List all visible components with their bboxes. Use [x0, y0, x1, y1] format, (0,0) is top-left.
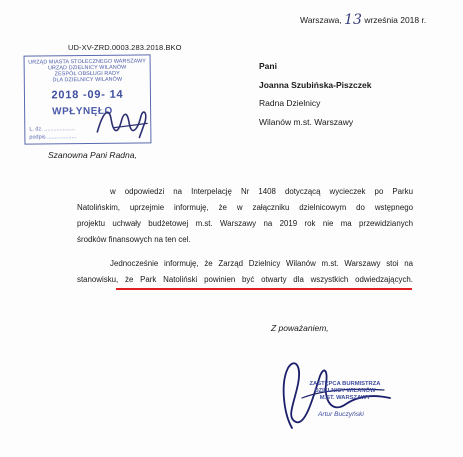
reference-number: UD-XV-ZRD.0003.283.2018.BKO — [68, 43, 182, 52]
stamp-line-4: DLA DZIELNICY WILANÓW — [52, 76, 123, 84]
recipient-title: Pani — [259, 61, 277, 71]
body-p1-line-4: środków finansowych na ten cel. — [77, 235, 191, 244]
body-p1-line-2: Natolińskim, uprzejmie informuję, że w załączniku dzielnicowym do wstępnego — [77, 203, 413, 212]
stamp-line-3: ZESPÓŁ OBSŁUGI RADY — [54, 70, 120, 78]
stamp-line-2: URZĄD DZIELNICY WILANÓW — [48, 64, 127, 72]
stamp-date: 2018 -09- 14 — [51, 88, 124, 102]
recipient-role: Radna Dzielnicy — [259, 98, 321, 108]
signatory-name: Artur Buczyński — [318, 411, 364, 418]
received-stamp — [24, 54, 152, 144]
recipient-name: Joanna Szubińska-Piszczek — [259, 80, 372, 90]
body-p2-line-2: stanowisku, że Park Natoliński powinien być otwarty dla wszystkich odwiedzających. — [77, 275, 413, 284]
signature-stamp — [299, 381, 391, 402]
month-year: września 2018 r. — [364, 15, 427, 25]
signature-stamp-line-2: DZIELNICY WILANÓW — [314, 388, 376, 394]
stamp-field-signature: podpis ................... — [29, 134, 77, 141]
body-p1-line-1: w odpowiedzi na Interpelację Nr 1408 dotyczącą wycieczek po Parku — [110, 187, 413, 196]
salutation: Szanowna Pani Radna, — [48, 150, 137, 160]
signature-stamp-line-3: M.ST. WARSZAWY — [319, 395, 371, 401]
stamp-received: WPŁYNĘŁO — [52, 105, 113, 118]
signature-stamp-line-1: ZASTĘPCA BURMISTRZA — [309, 381, 381, 387]
place-and-date — [300, 12, 426, 28]
recipient-office: Wilanów m.st. Warszawy — [259, 117, 354, 127]
body-p1-line-3: projektu uchwały budżetowej m.st. Warszawy na 2019 rok nie ma przewidzianych — [77, 219, 413, 228]
stamp-signature-scribble-icon — [93, 101, 151, 142]
stamp-line-1: URZĄD MIASTA STOŁECZNEGO WARSZAWY — [28, 58, 146, 66]
closing: Z poważaniem, — [271, 323, 329, 333]
handwritten-day: 13 — [344, 12, 362, 28]
red-highlight-underline — [116, 288, 412, 290]
stamp-field-ldz: L. dz. .................... — [29, 126, 75, 133]
place: Warszawa, — [300, 15, 342, 25]
body-p2-line-1: Jednocześnie informuję, że Zarząd Dzielnicy Wilanów m.st. Warszawy stoi na — [110, 259, 413, 268]
